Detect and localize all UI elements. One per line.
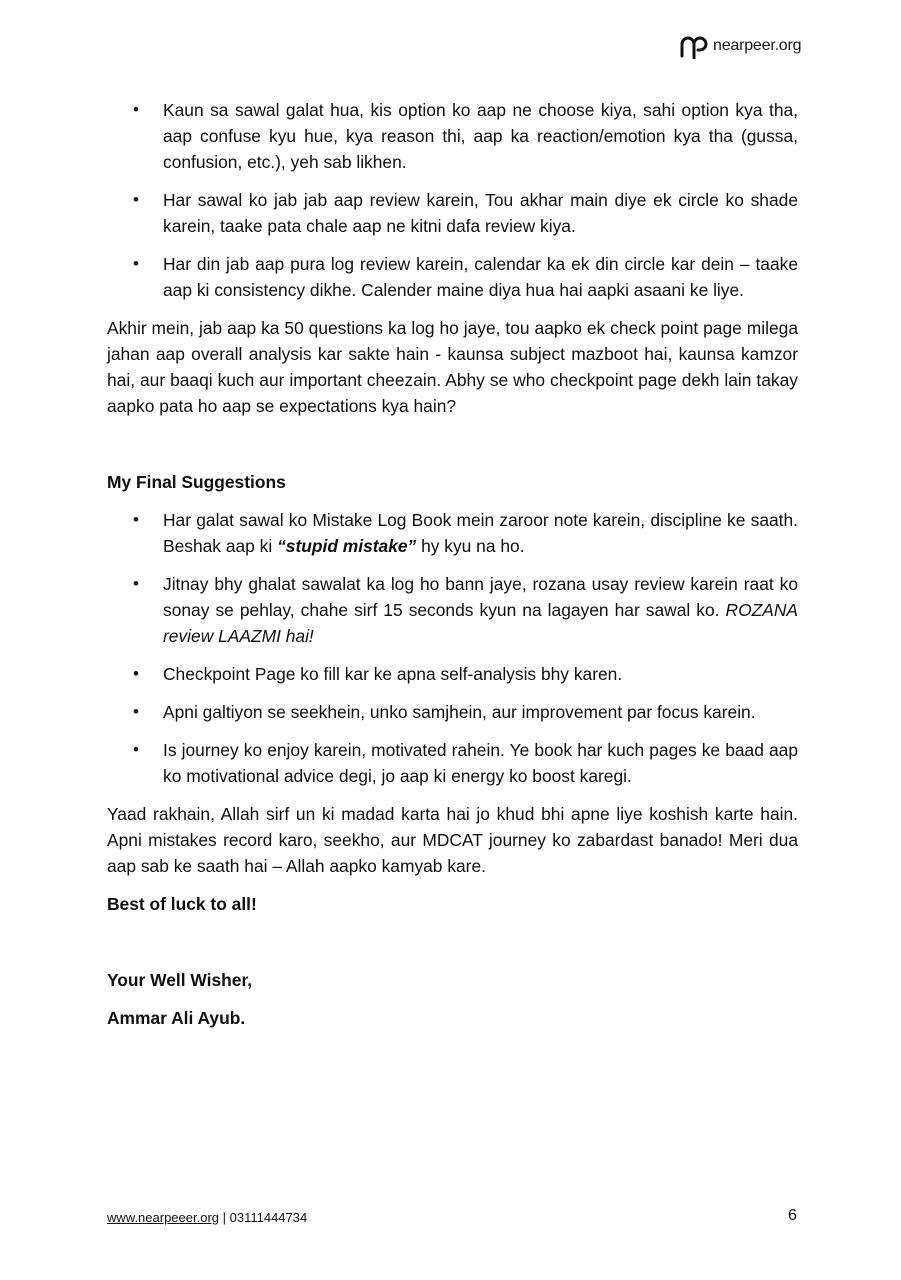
list-item [107, 571, 798, 649]
list-item: • Is journey ko enjoy karein, motivated rahein. Ye book har kuch pages ke baad aap ko motivational advice degi, jo aap ki energy ko boost karegi. [107, 737, 798, 789]
list-item: • Har din jab aap pura log review karein, calendar ka ek din circle kar dein – taake aap ki consistency dikhe. Calender maine diya hua hai aapki asaani ke liye. [107, 251, 798, 303]
emphasis-text: “stupid mistake” [277, 536, 417, 556]
signoff: Your Well Wisher, [107, 970, 253, 990]
bullet-text: Jitnay bhy ghalat sawalat ka log ho bann jaye, rozana usay review karein raat ko sonay se pehlay, chahe sirf 15 seconds kyun na lagayen har sawal ko. [163, 574, 798, 620]
emphasis-text: ROZANA review LAAZMI hai! [163, 600, 798, 646]
phone-number: 03111444734 [229, 1210, 308, 1225]
section-heading: My Final Suggestions [107, 472, 286, 492]
best-wishes: Best of luck to all! [107, 894, 257, 914]
brand-name: nearpeer.org [713, 37, 802, 54]
list-item [107, 507, 798, 559]
footer-separator: | [219, 1210, 230, 1225]
checkpoint-paragraph: Akhir mein, jab aap ka 50 questions ka log ho jaye, tou aapko ek check point page milega jahan aap overall analysis kar sakte hain - kaunsa subject mazboot hai, kaunsa kamzor hai, aur baaqi kuch aur important cheezain. Abhy se who checkpoint page dekh lain takay aapko pata ho aap se expectations kya hain? [107, 318, 798, 416]
website-link[interactable]: www.nearpeeer.org [107, 1210, 220, 1225]
list-item: • Apni galtiyon se seekhein, unko samjhein, aur improvement par focus karein. [107, 699, 798, 725]
page-content [107, 97, 798, 1043]
list-item: • Har sawal ko jab jab aap review karein, Tou akhar main diye ek circle ko shade karein, taake pata chale aap ne kitni dafa review kiya. [107, 187, 798, 239]
page-number: 6 [788, 1207, 797, 1224]
header-logo [679, 33, 801, 59]
nearpeer-logo-icon [679, 33, 708, 59]
footer-contact [107, 1210, 307, 1225]
list-item: • Checkpoint Page ko fill kar ke apna self-analysis bhy karen. [107, 661, 798, 687]
closing-paragraph: Yaad rakhain, Allah sirf un ki madad karta hai jo khud bhi apne liye koshish karte hain. Apni mistakes record karo, seekho, aur MDCAT journey ko zabardast banado! Meri dua aap sab ke saath hai – Allah aapko kamyab kare. [107, 804, 798, 876]
list-item: • Kaun sa sawal galat hua, kis option ko aap ne choose kiya, sahi option kya tha, aap confuse kyu hue, kya reason thi, aap ka reaction/emotion kya tha (gussa, confusion, etc.), yeh sab likhen. [107, 97, 798, 175]
author-name: Ammar Ali Ayub. [107, 1008, 246, 1028]
bullet-text: hy kyu na ho. [416, 536, 525, 556]
suggestions-list [107, 507, 798, 789]
instruction-list [107, 97, 798, 303]
bullet-text: Har galat sawal ko Mistake Log Book mein zaroor note karein, discipline ke saath. Beshak aap ki [163, 510, 798, 556]
